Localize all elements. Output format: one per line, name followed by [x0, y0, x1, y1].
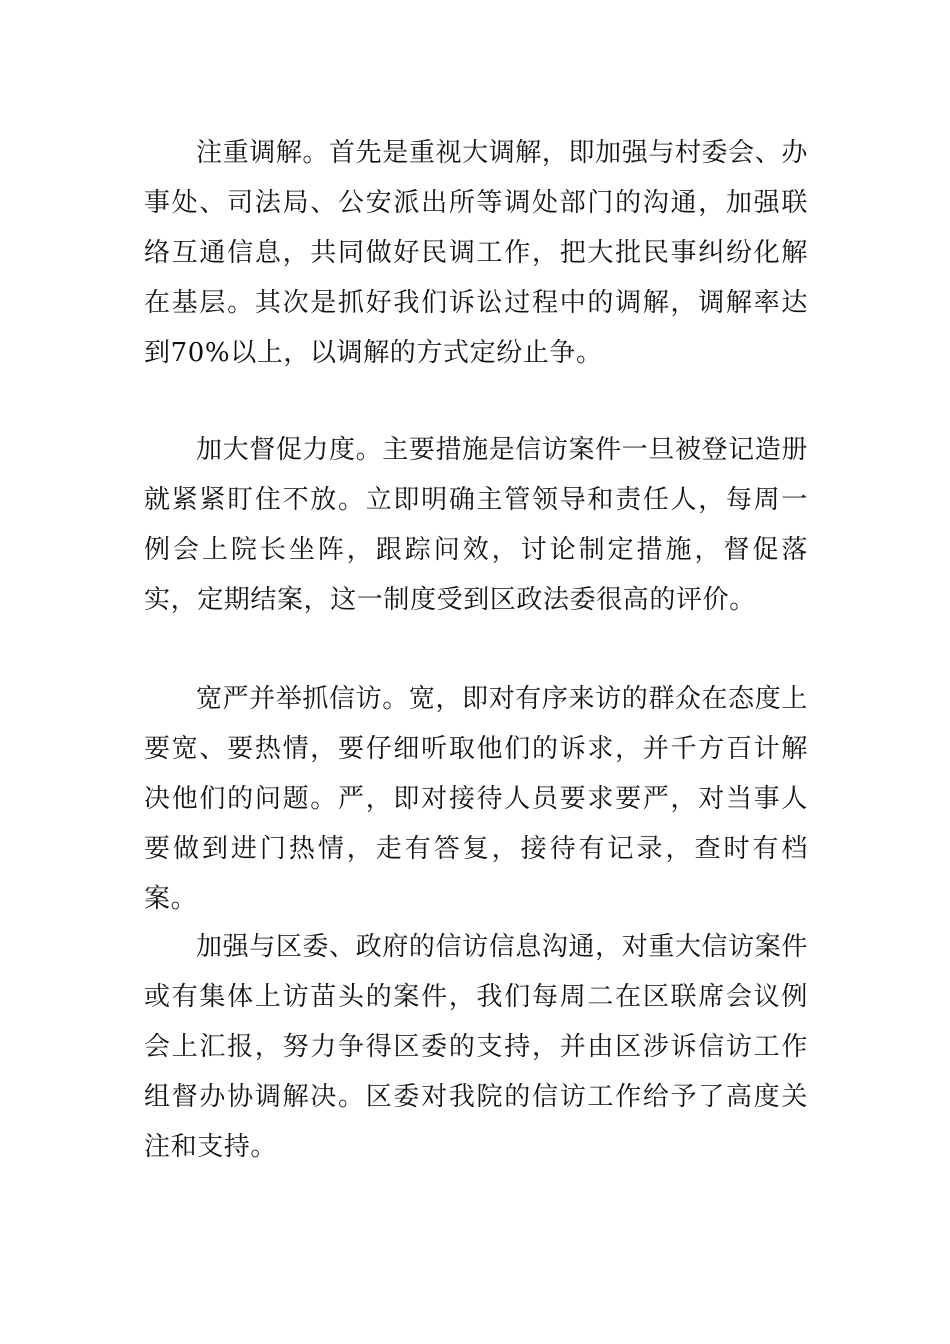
paragraph-petition-handling: 宽严并举抓信访。宽，即对有序来访的群众在态度上要宽、要热情，要仔细听取他们的诉求，并千方百计解决他们的问题。严，即对接待人员要求要严，对当事人要做到进门热情，走有答复，接待有记录，查时有档案。: [144, 684, 808, 914]
paragraph-mediation: 注重调解。首先是重视大调解，即加强与村委会、办事处、司法局、公安派出所等调处部门的沟通，加强联络互通信息，共同做好民调工作，把大批民事纠纷化解在基层。其次是抓好我们诉讼过程中的调解，调解率达到70%以上，以调解的方式定纷止争。: [144, 138, 808, 368]
paragraph-supervision: 加大督促力度。主要措施是信访案件一旦被登记造册就紧紧盯住不放。立即明确主管领导和责任人，每周一例会上院长坐阵，跟踪问效，讨论制定措施，督促落实，定期结案，这一制度受到区政法委很高的评价。: [144, 435, 808, 615]
paragraph-communication: 加强与区委、政府的信访信息沟通，对重大信访案件或有集体上访苗头的案件，我们每周二在区联席会议例会上汇报，努力争得区委的支持，并由区涉诉信访工作组督办协调解决。区委对我院的信访工作给予了高度关注和支持。: [144, 932, 808, 1162]
